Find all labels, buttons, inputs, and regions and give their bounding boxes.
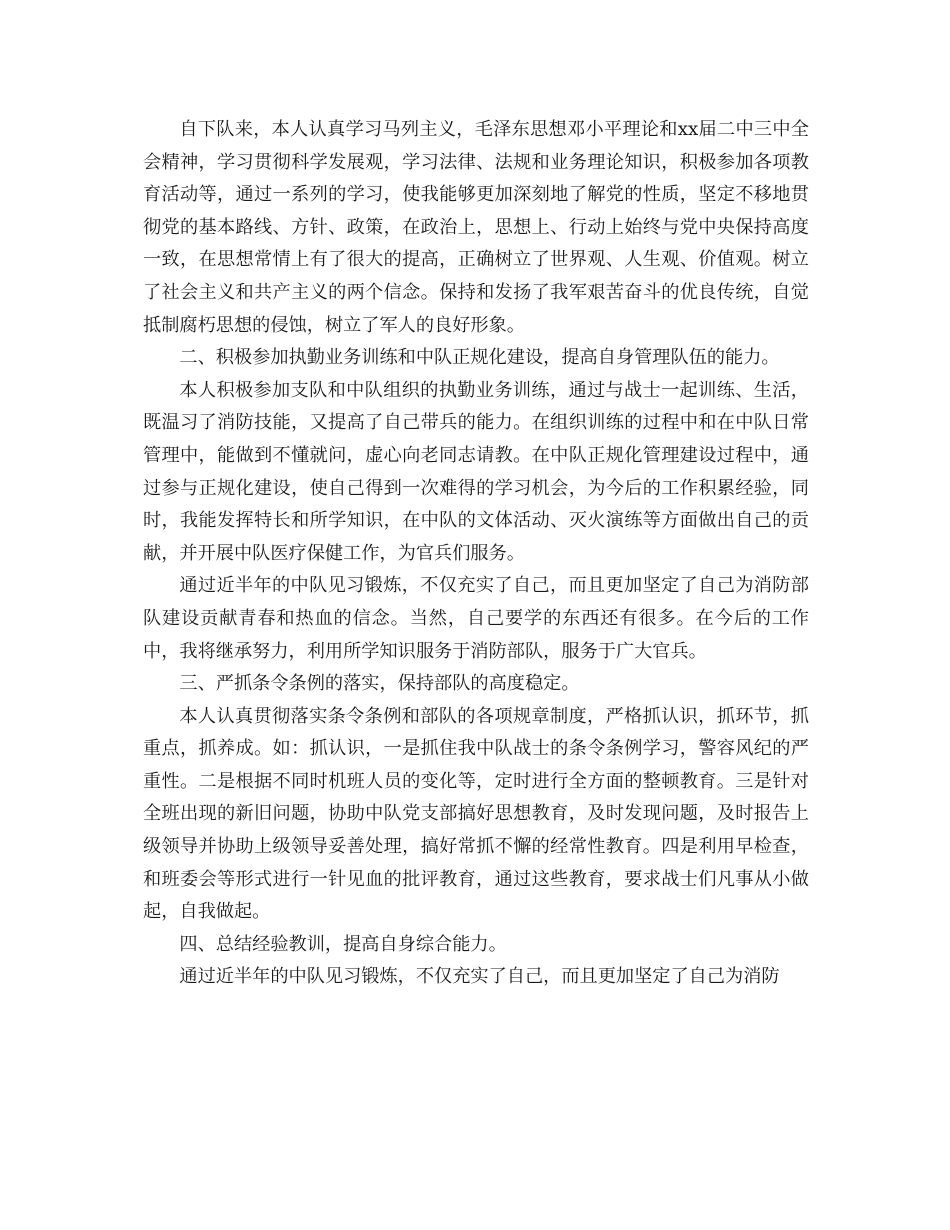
- paragraph-training: 本人积极参加支队和中队组织的执勤业务训练，通过与战士一起训练、生活，既温习了消防技能，又提高了自己带兵的能力。在组织训练的过程中和在中队日常管理中，能做到不懂就问，虚心向老同志请教。在中队正规化管理建设过程中，通过参与正规化建设，使自己得到一次难得的学习机会，为今后的工作积累经验，同时，我能发挥特长和所学知识，在中队的文体活动、灭火演练等方面做出自己的贡献，并开展中队医疗保健工作，为官兵们服务。: [143, 379, 809, 564]
- paragraph-study: 自下队来，本人认真学习马列主义，毛泽东思想邓小平理论和xx届二中三中全会精神，学习贯彻科学发展观，学习法律、法规和业务理论知识，积极参加各项教育活动等，通过一系列的学习，使我能够更加深刻地了解党的性质，坚定不移地贯彻党的基本路线、方针、政策，在政治上，思想上、行动上始终与党中央保持高度一致，在思想常情上有了很大的提高，正确树立了世界观、人生观、价值观。树立了社会主义和共产主义的两个信念。保持和发扬了我军艰苦奋斗的优良传统，自觉抵制腐朽思想的侵蚀，树立了军人的良好形象。: [143, 119, 809, 336]
- document-body: [143, 114, 809, 994]
- paragraph-reflection: 通过近半年的中队见习锻炼，不仅充实了自己，而且更加坚定了自己为消防部队建设贡献青春和热血的信念。当然，自己要学的东西还有很多。在今后的工作中，我将继承努力，利用所学知识服务于消防部队，服务于广大官兵。: [143, 575, 809, 662]
- heading-section-4: 四、总结经验教训，提高自身综合能力。: [179, 933, 507, 955]
- heading-section-3: 三、严抓条令条例的落实，保持部队的高度稳定。: [179, 673, 580, 695]
- heading-section-2: 二、积极参加执勤业务训练和中队正规化建设，提高自身管理队伍的能力。: [179, 347, 780, 369]
- paragraph-summary: 通过近半年的中队见习锻炼，不仅充实了自己，而且更加坚定了自己为消防: [179, 966, 780, 988]
- paragraph-regulations: 本人认真贯彻落实条令条例和部队的各项规章制度，严格抓认识，抓环节，抓重点，抓养成。如：抓认识，一是抓住我中队战士的条令条例学习，警容风纪的严重性。二是根据不同时机班人员的变化等，定时进行全方面的整顿教育。三是针对全班出现的新旧问题，协助中队党支部搞好思想教育，及时发现问题，及时报告上级领导并协助上级领导妥善处理，搞好常抓不懈的经常性教育。四是利用早检查，和班委会等形式进行一针见血的批评教育，通过这些教育，要求战士们凡事从小做起，自我做起。: [143, 705, 809, 923]
